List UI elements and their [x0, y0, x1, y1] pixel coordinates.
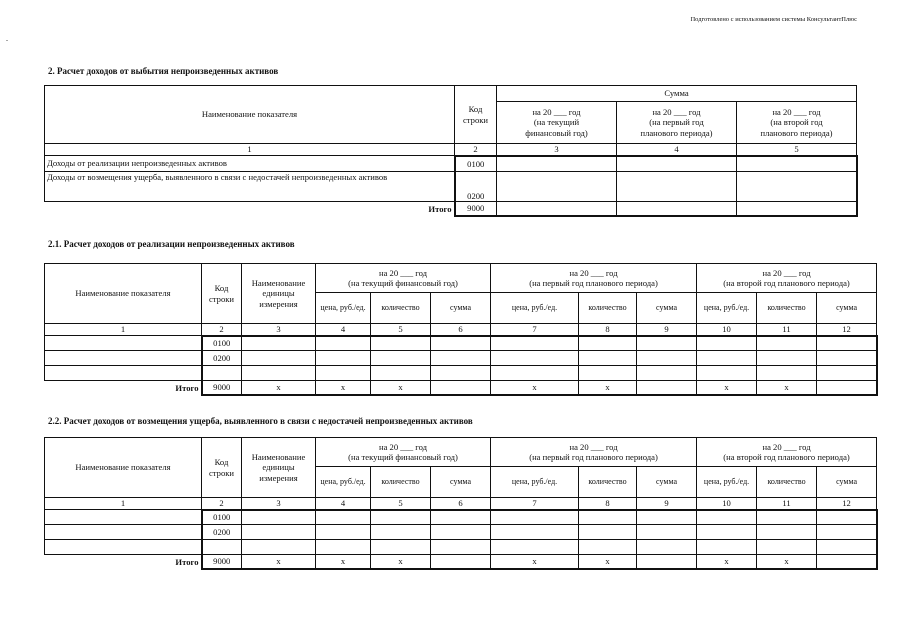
sub-sum: сумма [637, 467, 697, 498]
header-indicator-name: Наименование показателя [45, 264, 202, 324]
value-cell[interactable] [637, 525, 697, 540]
col-num: 2 [202, 324, 242, 336]
sub-price: цена, руб./ед. [316, 467, 371, 498]
value-cell[interactable] [737, 156, 857, 172]
x-mark: x [757, 381, 817, 395]
row-label[interactable] [45, 351, 202, 366]
col-num: 3 [242, 324, 316, 336]
value-cell[interactable] [617, 202, 737, 216]
value-cell[interactable] [637, 351, 697, 366]
value-cell[interactable] [737, 202, 857, 216]
x-mark: x [316, 381, 371, 395]
value-cell[interactable] [491, 540, 579, 555]
value-cell[interactable] [817, 366, 877, 381]
total-label: Итого [175, 556, 199, 567]
value-cell[interactable] [817, 336, 877, 351]
value-cell[interactable] [579, 366, 637, 381]
value-cell[interactable] [242, 366, 316, 381]
col-num: 4 [617, 144, 737, 156]
value-cell[interactable] [491, 525, 579, 540]
value-cell[interactable] [757, 510, 817, 525]
sub-price: цена, руб./ед. [491, 467, 579, 498]
sub-qty: количество [579, 467, 637, 498]
col-num: 8 [579, 498, 637, 510]
value-cell[interactable] [617, 156, 737, 172]
value-cell[interactable] [316, 525, 371, 540]
value-cell[interactable] [697, 510, 757, 525]
total-label: Итого [428, 203, 452, 214]
value-cell[interactable] [579, 336, 637, 351]
sub-qty: количество [579, 293, 637, 324]
value-cell[interactable] [697, 540, 757, 555]
row-label[interactable] [45, 366, 202, 381]
col-num: 1 [45, 324, 202, 336]
value-cell[interactable] [431, 366, 491, 381]
x-mark: x [371, 555, 431, 569]
x-mark: x [371, 381, 431, 395]
value-cell[interactable] [579, 351, 637, 366]
value-cell[interactable] [817, 525, 877, 540]
value-cell[interactable] [637, 366, 697, 381]
header-period-current: на 20 ___ год (на текущий финансовый год) [316, 438, 491, 467]
value-cell[interactable] [242, 510, 316, 525]
col-num: 12 [817, 324, 877, 336]
col-num: 5 [371, 324, 431, 336]
value-cell[interactable] [817, 381, 877, 395]
col-num: 7 [491, 324, 579, 336]
row-label[interactable] [45, 510, 202, 525]
row-label[interactable] [45, 336, 202, 351]
value-cell[interactable] [697, 336, 757, 351]
col-num: 6 [431, 498, 491, 510]
sub-sum: сумма [817, 467, 877, 498]
row-code: 0100 [202, 336, 242, 351]
value-cell[interactable] [637, 540, 697, 555]
row-code[interactable] [202, 366, 242, 381]
value-cell[interactable] [757, 336, 817, 351]
header-row-code: Код строки [202, 438, 242, 498]
header-period-current: на 20 ___ год (на текущий финансовый год) [316, 264, 491, 293]
value-cell[interactable] [371, 336, 431, 351]
total-code: 9000 [202, 381, 242, 395]
value-cell[interactable] [491, 366, 579, 381]
total-code: 9000 [455, 202, 497, 216]
value-cell[interactable] [371, 351, 431, 366]
header-period-plan2: на 20 ___ год (на второй год планового периода) [697, 438, 877, 467]
sub-qty: количество [371, 293, 431, 324]
total-label: Итого [175, 382, 199, 393]
row-label: Доходы от реализации непроизведенных активов [45, 156, 455, 172]
header-period-plan2: на 20 ___ год (на второй год планового периода) [697, 264, 877, 293]
value-cell[interactable] [497, 172, 617, 202]
value-cell[interactable] [316, 540, 371, 555]
x-mark: x [697, 555, 757, 569]
value-cell[interactable] [371, 366, 431, 381]
table-income-disposal [44, 85, 858, 217]
row-code: 0200 [455, 172, 497, 202]
col-num: 1 [45, 144, 455, 156]
value-cell[interactable] [637, 336, 697, 351]
col-num: 8 [579, 324, 637, 336]
header-unit: Наименование единицы измерения [242, 264, 316, 324]
value-cell[interactable] [242, 525, 316, 540]
col-num: 11 [757, 498, 817, 510]
value-cell[interactable] [431, 525, 491, 540]
header-year-plan2: на 20 ___ год (на второй год планового периода) [737, 102, 857, 144]
row-code[interactable] [202, 540, 242, 555]
value-cell[interactable] [431, 336, 491, 351]
row-label: Доходы от возмещения ущерба, выявленного в связи с недостачей непроизведенных активов [45, 172, 455, 202]
value-cell[interactable] [817, 510, 877, 525]
section-2-1-title: 2.1. Расчет доходов от реализации непроизведенных активов [48, 239, 295, 249]
header-note: Подготовлено с использованием системы КонсультантПлюс [690, 16, 857, 23]
x-mark: x [316, 555, 371, 569]
value-cell[interactable] [737, 172, 857, 202]
value-cell[interactable] [497, 156, 617, 172]
header-indicator-name: Наименование показателя [45, 438, 202, 498]
row-code: 0200 [202, 525, 242, 540]
x-mark: x [579, 555, 637, 569]
col-num: 10 [697, 498, 757, 510]
value-cell[interactable] [491, 510, 579, 525]
value-cell[interactable] [697, 525, 757, 540]
row-code: 0100 [455, 156, 497, 172]
sub-sum: сумма [431, 293, 491, 324]
header-year-current: на 20 ___ год (на текущий финансовый год) [497, 102, 617, 144]
col-num: 3 [497, 144, 617, 156]
table-income-damage [44, 437, 878, 570]
x-mark: x [579, 381, 637, 395]
header-year-plan1: на 20 ___ год (на первый год планового периода) [617, 102, 737, 144]
value-cell[interactable] [316, 366, 371, 381]
value-cell[interactable] [637, 510, 697, 525]
sub-qty: количество [757, 293, 817, 324]
value-cell[interactable] [242, 540, 316, 555]
value-cell[interactable] [497, 202, 617, 216]
value-cell[interactable] [431, 381, 491, 395]
table-income-sale [44, 263, 878, 396]
row-code: 0100 [202, 510, 242, 525]
sub-price: цена, руб./ед. [491, 293, 579, 324]
col-num: 1 [45, 498, 202, 510]
col-num: 9 [637, 324, 697, 336]
col-num: 2 [202, 498, 242, 510]
col-num: 12 [817, 498, 877, 510]
sub-sum: сумма [637, 293, 697, 324]
value-cell[interactable] [316, 336, 371, 351]
x-mark: x [491, 555, 579, 569]
total-code: 9000 [202, 555, 242, 569]
value-cell[interactable] [757, 525, 817, 540]
sub-qty: количество [757, 467, 817, 498]
value-cell[interactable] [579, 540, 637, 555]
col-num: 9 [637, 498, 697, 510]
value-cell[interactable] [817, 540, 877, 555]
value-cell[interactable] [431, 540, 491, 555]
sub-price: цена, руб./ед. [697, 467, 757, 498]
section-2-title: 2. Расчет доходов от выбытия непроизведенных активов [48, 66, 279, 76]
row-code: 0200 [202, 351, 242, 366]
header-unit: Наименование единицы измерения [242, 438, 316, 498]
value-cell[interactable] [637, 555, 697, 569]
x-mark: x [491, 381, 579, 395]
value-cell[interactable] [637, 381, 697, 395]
value-cell[interactable] [697, 366, 757, 381]
col-num: 5 [371, 498, 431, 510]
sub-price: цена, руб./ед. [316, 293, 371, 324]
value-cell[interactable] [491, 336, 579, 351]
value-cell[interactable] [817, 555, 877, 569]
value-cell[interactable] [579, 525, 637, 540]
x-mark: x [242, 555, 316, 569]
value-cell[interactable] [316, 351, 371, 366]
sub-qty: количество [371, 467, 431, 498]
value-cell[interactable] [757, 540, 817, 555]
value-cell[interactable] [242, 336, 316, 351]
value-cell[interactable] [431, 351, 491, 366]
section-2-2-title: 2.2. Расчет доходов от возмещения ущерба, выявленного в связи с недостачей непроизведенных активов [48, 416, 473, 426]
value-cell[interactable] [757, 351, 817, 366]
header-row-code: Код строки [202, 264, 242, 324]
row-label[interactable] [45, 525, 202, 540]
col-num: 5 [737, 144, 857, 156]
sub-price: цена, руб./ед. [697, 293, 757, 324]
value-cell[interactable] [617, 172, 737, 202]
col-num: 11 [757, 324, 817, 336]
value-cell[interactable] [431, 555, 491, 569]
x-mark: x [697, 381, 757, 395]
value-cell[interactable] [371, 525, 431, 540]
value-cell[interactable] [316, 510, 371, 525]
value-cell[interactable] [491, 351, 579, 366]
value-cell[interactable] [242, 351, 316, 366]
value-cell[interactable] [697, 351, 757, 366]
value-cell[interactable] [371, 540, 431, 555]
value-cell[interactable] [371, 510, 431, 525]
x-mark: x [242, 381, 316, 395]
x-mark: x [757, 555, 817, 569]
sub-sum: сумма [431, 467, 491, 498]
value-cell[interactable] [431, 510, 491, 525]
row-label[interactable] [45, 540, 202, 555]
header-indicator-name: Наименование показателя [45, 86, 455, 144]
header-period-plan1: на 20 ___ год (на первый год планового периода) [491, 438, 697, 467]
col-num: 4 [316, 498, 371, 510]
col-num: 4 [316, 324, 371, 336]
header-row-code: Код строки [455, 86, 497, 144]
col-num: 6 [431, 324, 491, 336]
value-cell[interactable] [817, 351, 877, 366]
col-num: 2 [455, 144, 497, 156]
sub-sum: сумма [817, 293, 877, 324]
header-sum: Сумма [497, 86, 857, 102]
col-num: 7 [491, 498, 579, 510]
value-cell[interactable] [579, 510, 637, 525]
value-cell[interactable] [757, 366, 817, 381]
header-period-plan1: на 20 ___ год (на первый год планового периода) [491, 264, 697, 293]
col-num: 10 [697, 324, 757, 336]
col-num: 3 [242, 498, 316, 510]
page-mark: . [6, 34, 8, 43]
